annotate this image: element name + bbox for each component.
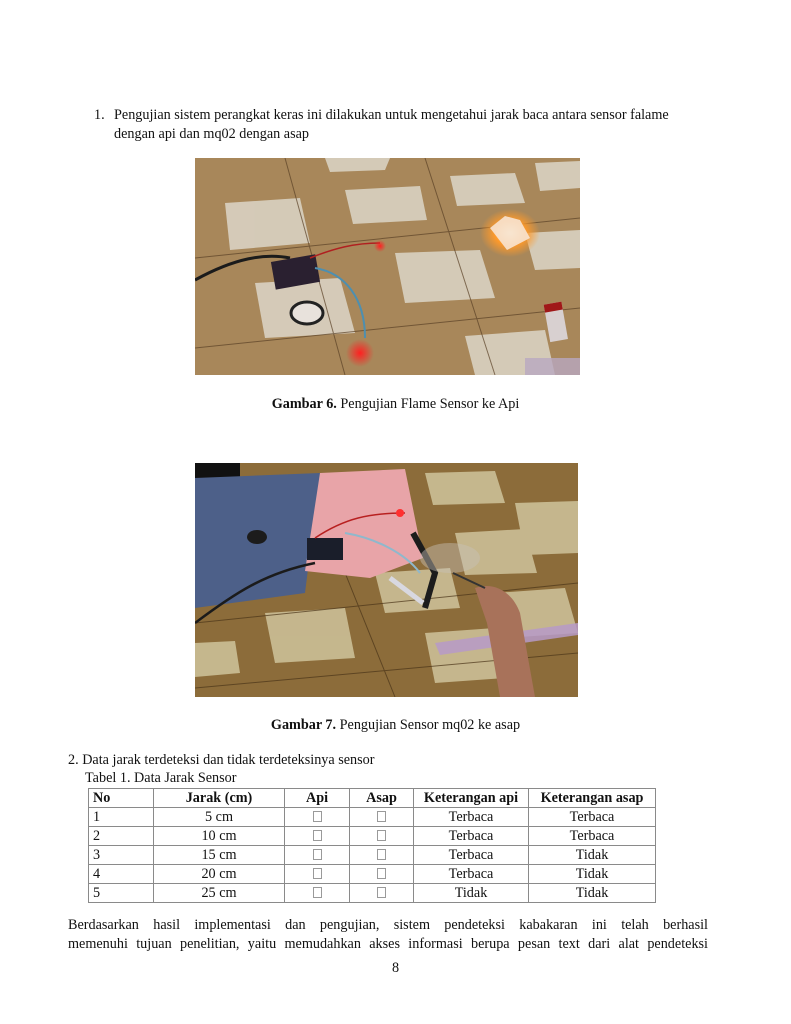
missing-glyph-box-icon [377,868,386,879]
figure-6-label: Gambar 6. [271,396,337,412]
missing-glyph-box-icon [377,830,386,841]
list-number: 1. [94,107,105,123]
cell-keterangan-asap: Tidak [529,865,656,884]
missing-glyph-box-icon [313,887,322,898]
missing-glyph-box-icon [377,849,386,860]
table-row [89,865,656,884]
cell-no: 3 [89,846,154,865]
conclusion-paragraph-line-1: Berdasarkan hasil implementasi dan pengujian, sistem pendeteksi kabakaran ini telah berhasil [68,917,708,933]
figure-6-caption [0,396,791,413]
missing-glyph-box-icon [313,811,322,822]
figure-6-text: Pengujian Flame Sensor ke Api [336,396,520,412]
cell-keterangan-api: Terbaca [414,846,529,865]
table-row [89,808,656,827]
cell-no: 5 [89,884,154,903]
figure-6-photo [195,158,580,375]
missing-glyph-box-icon [377,887,386,898]
figure-7-photo [195,463,578,697]
sensor-distance-table [88,788,656,903]
missing-glyph-box-icon [313,830,322,841]
figure-7-text: Pengujian Sensor mq02 ke asap [336,717,521,733]
cell-jarak: 20 cm [154,865,285,884]
cell-api [285,808,350,827]
page-number: 8 [391,960,400,976]
cell-keterangan-asap: Terbaca [529,808,656,827]
cell-jarak: 10 cm [154,827,285,846]
cell-keterangan-asap: Tidak [529,884,656,903]
table-row [89,884,656,903]
table-header-row [89,789,656,808]
cell-asap [350,808,414,827]
cell-keterangan-asap: Tidak [529,846,656,865]
table-caption: Tabel 1. Data Jarak Sensor [85,770,237,786]
list-item-2 [68,752,375,769]
cell-asap [350,884,414,903]
figure-7-caption [0,717,791,734]
cell-keterangan-asap: Terbaca [529,827,656,846]
cell-asap [350,827,414,846]
cell-asap [350,846,414,865]
cell-keterangan-api: Tidak [414,884,529,903]
missing-glyph-box-icon [313,849,322,860]
cell-api [285,846,350,865]
header-no: No [89,789,154,808]
cell-no: 2 [89,827,154,846]
cell-jarak: 5 cm [154,808,285,827]
header-asap: Asap [350,789,414,808]
cell-api [285,884,350,903]
list-text: Data jarak terdeteksi dan tidak terdeteksinya sensor [82,752,375,768]
header-api: Api [285,789,350,808]
smoke-sensor-photo [195,463,578,697]
cell-no: 4 [89,865,154,884]
figure-7-label: Gambar 7. [270,717,337,733]
cell-keterangan-api: Terbaca [414,808,529,827]
conclusion-paragraph-line-2: memenuhi tujuan penelitian, yaitu memudahkan akses informasi berupa pesan text dari alat pendeteksi [68,936,708,952]
cell-asap [350,865,414,884]
table-row [89,846,656,865]
cell-api [285,865,350,884]
cell-jarak: 25 cm [154,884,285,903]
header-keterangan-api: Keterangan api [414,789,529,808]
table-row [89,827,656,846]
list-number: 2. [68,752,79,768]
cell-no: 1 [89,808,154,827]
missing-glyph-box-icon [377,811,386,822]
header-jarak: Jarak (cm) [154,789,285,808]
cell-keterangan-api: Terbaca [414,865,529,884]
missing-glyph-box-icon [313,868,322,879]
cell-jarak: 15 cm [154,846,285,865]
cell-api [285,827,350,846]
header-keterangan-asap: Keterangan asap [529,789,656,808]
cell-keterangan-api: Terbaca [414,827,529,846]
flame-sensor-photo [195,158,580,375]
list-text: Pengujian sistem perangkat keras ini dilakukan untuk mengetahui jarak baca antara sensor falame dengan api dan mq02 dengan asap [114,107,669,142]
